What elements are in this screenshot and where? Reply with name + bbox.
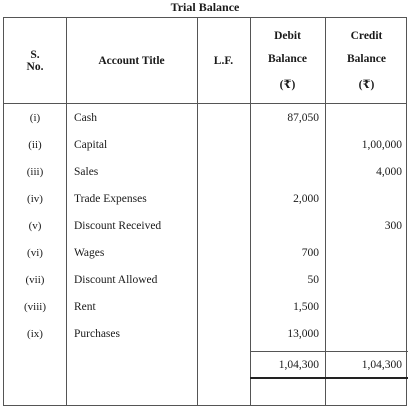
row-credit: 300 <box>384 220 402 232</box>
header-credit-line2: Balance <box>347 53 386 66</box>
row-sno: (i) <box>29 112 41 124</box>
row-sno: (vi) <box>27 247 43 259</box>
row-credit <box>325 242 408 264</box>
header-debit-line2: Balance <box>268 53 307 66</box>
row-credit <box>325 107 408 129</box>
header-credit <box>325 18 408 103</box>
row-sno: (ii) <box>28 139 42 151</box>
header-debit-line1: Debit <box>274 29 301 42</box>
row-account-title: Rent <box>74 301 96 313</box>
row-debit: 13,000 <box>287 328 319 340</box>
row-credit: 1,00,000 <box>361 139 402 151</box>
row-sno: (vii) <box>25 274 45 286</box>
row-credit <box>325 296 408 318</box>
row-account-title: Capital <box>74 139 108 151</box>
header-divider <box>4 103 406 104</box>
row-debit: 50 <box>307 274 319 286</box>
row-account-title: Purchases <box>74 328 120 340</box>
row-debit: 700 <box>301 247 319 259</box>
row-debit: 1,500 <box>293 301 319 313</box>
row-sno: (v) <box>28 220 42 232</box>
row-account-title: Discount Received <box>74 220 162 232</box>
row-account-title: Wages <box>74 247 105 259</box>
row-credit: 4,000 <box>376 166 402 178</box>
row-debit: 87,050 <box>287 112 319 124</box>
row-account-title: Trade Expenses <box>74 193 147 205</box>
header-sno-line2: No. <box>26 60 44 73</box>
row-credit <box>325 269 408 291</box>
header-credit-line1: Credit <box>350 29 383 42</box>
row-account-title: Sales <box>74 166 99 178</box>
total-debit: 1,04,300 <box>278 358 319 371</box>
row-credit <box>325 188 408 210</box>
table-title: Trial Balance <box>170 0 240 14</box>
header-sno <box>4 18 66 103</box>
row-debit <box>250 215 325 237</box>
trial-balance-table <box>3 17 407 406</box>
header-sno-line1: S. <box>30 48 40 61</box>
row-debit <box>250 161 325 183</box>
header-debit-line3: (₹) <box>279 79 296 92</box>
header-account-title: Account Title <box>98 54 165 67</box>
row-account-title: Cash <box>74 112 97 124</box>
row-credit <box>325 323 408 345</box>
row-sno: (iii) <box>26 166 44 178</box>
double-rule <box>250 377 408 379</box>
header-credit-line3: (₹) <box>358 79 375 92</box>
total-credit: 1,04,300 <box>361 358 402 371</box>
row-sno: (viii) <box>24 301 46 313</box>
header-debit <box>250 18 325 103</box>
row-sno: (ix) <box>27 328 43 340</box>
row-sno: (iv) <box>27 193 43 205</box>
row-debit: 2,000 <box>293 193 319 205</box>
header-lf: L.F. <box>213 54 234 67</box>
row-account-title: Discount Allowed <box>74 274 158 286</box>
row-debit <box>250 134 325 156</box>
